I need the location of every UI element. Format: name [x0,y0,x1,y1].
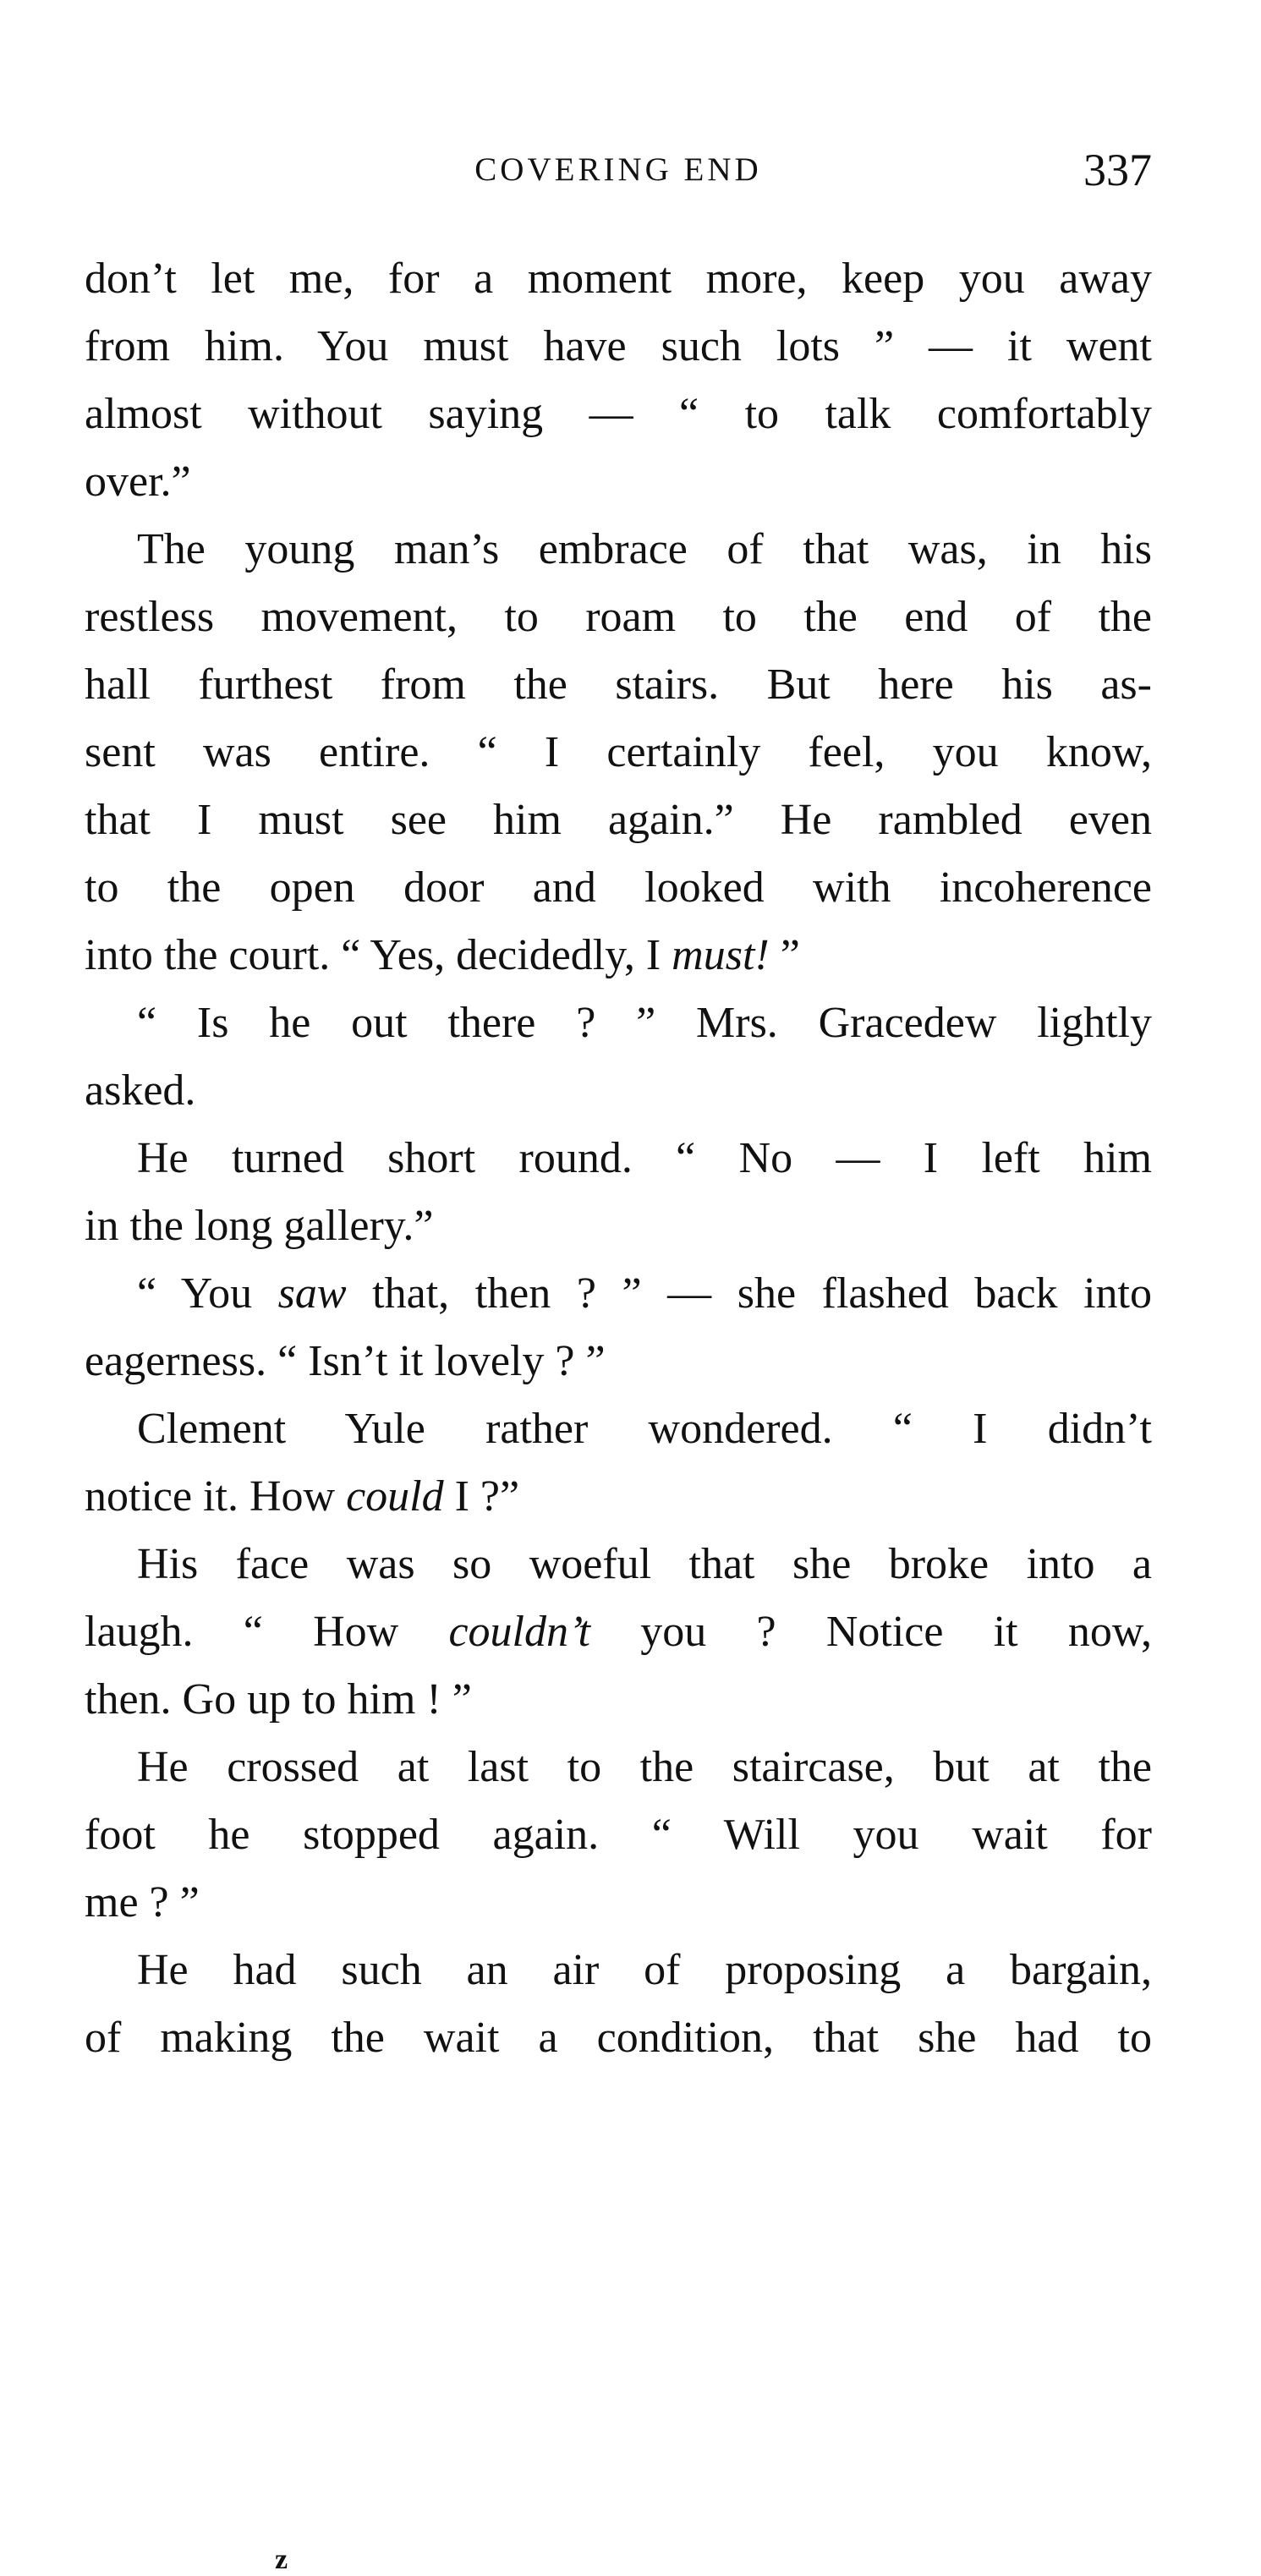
text-line: over.” [85,458,191,506]
text-line: He crossed at last to the staircase, but at the [137,1743,1152,1791]
text-line: foot he stopped again. “ Will you wait for [85,1811,1152,1859]
text-line: from him. You must have such lots ” — it went [85,322,1152,370]
text-line: sent was entire. “ I certainly feel, you know, [85,728,1152,776]
text-line: of making the wait a condition, that she had to [85,2014,1152,2062]
text-line: “ Is he out there ? ” Mrs. Gracedew lightly [137,999,1152,1047]
text-line: asked. [85,1066,196,1115]
text-line: that I must see him again.” He rambled even [85,796,1152,844]
text-line: almost without saying — “ to talk comfortably [85,390,1152,438]
text-line: notice it. How could I ?” [85,1472,520,1521]
text-line: Clement Yule rather wondered. “ I didn’t [137,1405,1152,1453]
text-line: The young man’s embrace of that was, in his [137,525,1152,573]
running-title: COVERING END [474,151,762,188]
text-line: He turned short round. “ No — I left him [137,1134,1152,1182]
text-line: me ? ” [85,1878,200,1927]
text-line: His face was so woeful that she broke into a [137,1540,1152,1588]
page-number: 337 [1083,145,1152,195]
text-line: “ You saw that, then ? ” — she flashed back into [137,1269,1153,1318]
text-line: don’t let me, for a moment more, keep you away [85,255,1152,303]
text-line: hall furthest from the stairs. But here his as- [85,660,1152,709]
running-head [85,144,1152,203]
signature-mark: z [275,2544,288,2575]
text-line: He had such an air of proposing a bargain, [137,1946,1152,1994]
text-line: into the court. “ Yes, decidedly, I must! ” [85,931,800,979]
text-line: then. Go up to him ! ” [85,1675,472,1724]
text-line: restless movement, to roam to the end of the [85,593,1152,641]
text-line: to the open door and looked with incoherence [85,863,1152,912]
body-text [85,245,1152,2072]
text-line: laugh. “ How couldn’t you ? Notice it now, [85,1608,1152,1656]
text-line: in the long gallery.” [85,1202,434,1250]
text-line: eagerness. “ Isn’t it lovely ? ” [85,1337,606,1385]
